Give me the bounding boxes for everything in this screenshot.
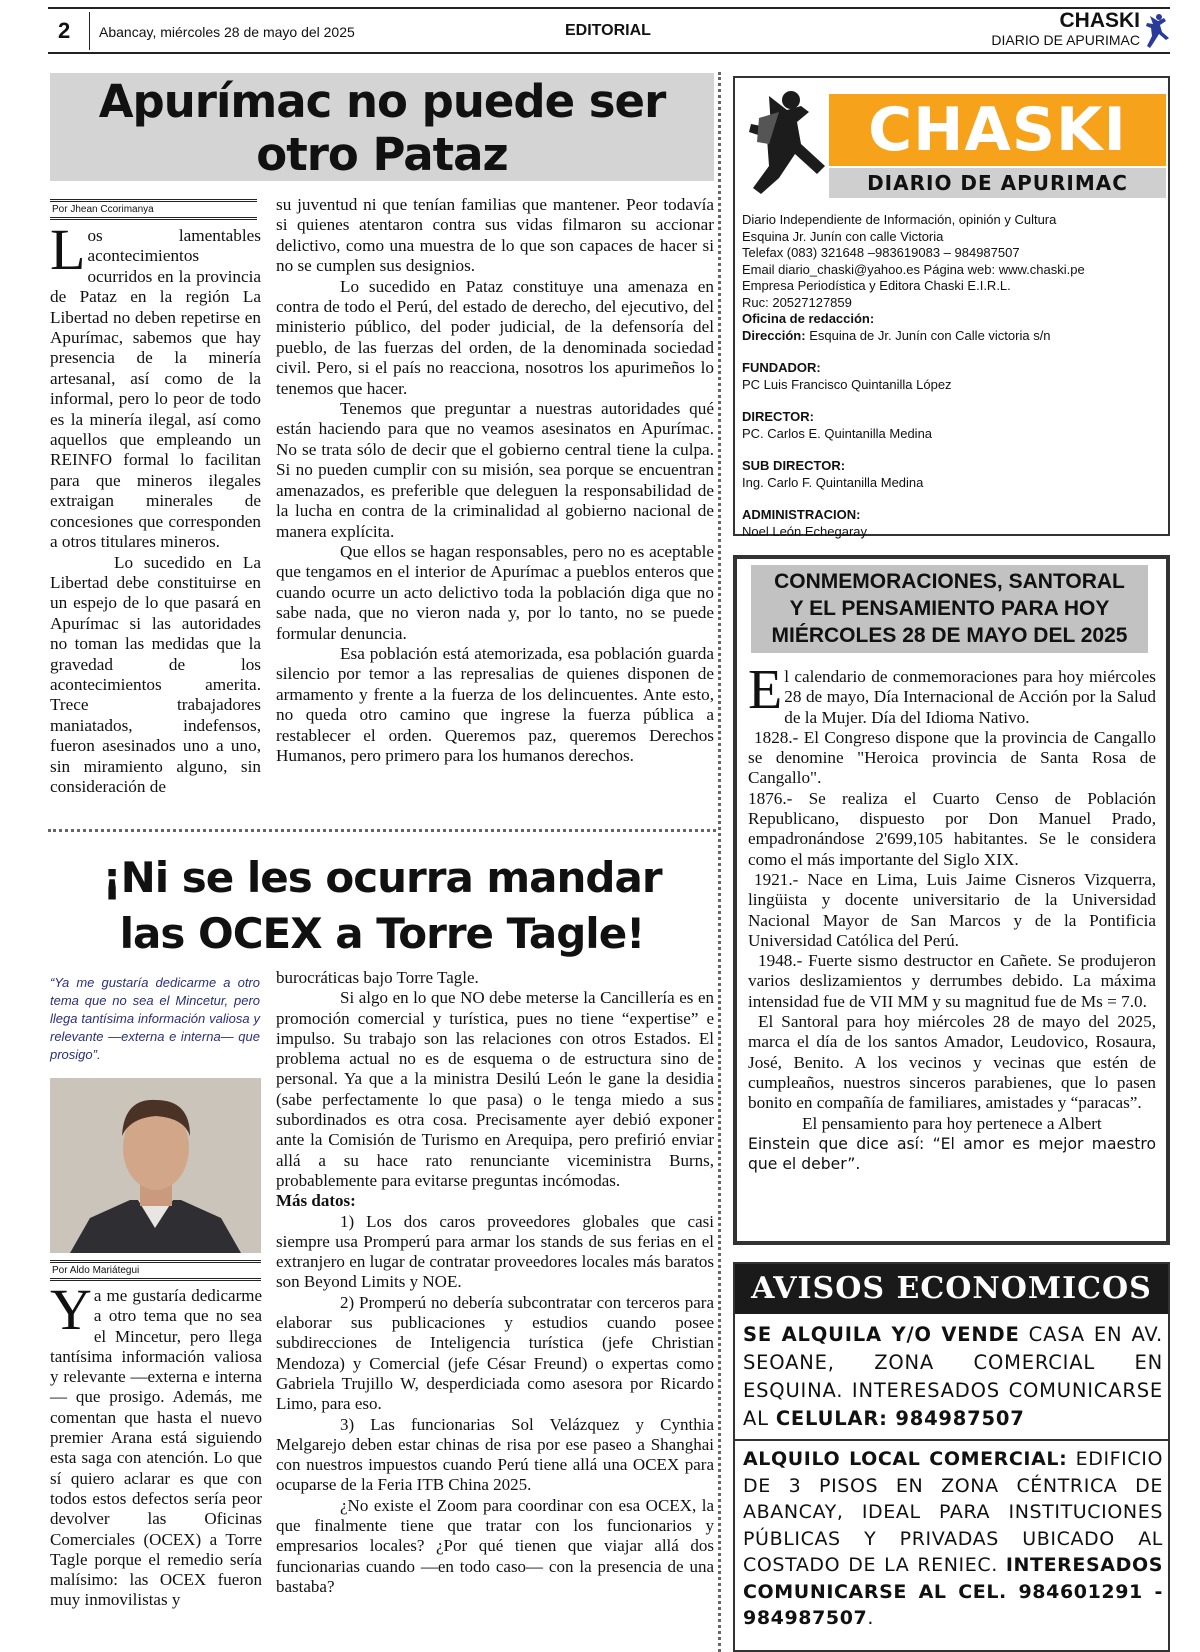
article-2-paragraph: ¿No existe el Zoom para coordinar con esa OCEX, la que finalmente tiene que tratar con los funcionarios y empresarios locales? ¿Por qué tienen que viajar allá dos funcionarias cuando —en todo caso— con la presencia de una bastaba? (276, 1495, 714, 1596)
masthead-line: Diario Independiente de Información, opinión y Cultura (742, 212, 1057, 227)
article-2-byline: Por Aldo Mariátegui (50, 1260, 261, 1281)
conmemoraciones-paragraph: 1921.- Nace en Lima, Luis Jaime Cisneros Vizquerra, lingüista y docente universitario de la Universidad Nacional Mayor de San Marcos y de la Pontificia Universidad Católica del Perú. (748, 869, 1156, 950)
article-2-paragraph: 1) Los dos caros proveedores globales que casi siempre usa Promperú para armar los stands de sus ferias en el extranjero en lugar de contratar proveedores locales más baratos son Beyond Limits y NOE. (276, 1211, 714, 1292)
staff-role: ADMINISTRACION: (742, 507, 861, 522)
ad-phone: CELULAR: 984987507 (775, 1407, 1025, 1430)
classified-ad (743, 1321, 1163, 1433)
person-portrait-icon (50, 1078, 261, 1253)
masthead-box (733, 76, 1170, 539)
logo-subtitle: DIARIO DE APURIMAC (867, 171, 1128, 195)
chaski-runner-icon (739, 82, 831, 202)
classified-ad (743, 1446, 1163, 1632)
staff-name: Ing. Carlo F. Quintanilla Medina (742, 474, 924, 490)
drop-cap: Y (50, 1277, 92, 1342)
logo-orange-block (829, 94, 1166, 166)
drop-cap: E (748, 659, 783, 721)
issue-date: Abancay, miércoles 28 de mayo del 2025 (99, 24, 355, 40)
article-2-column-1 (50, 1277, 262, 1611)
title-line: MIÉRCOLES 28 DE MAYO DEL 2025 (771, 624, 1128, 647)
conmemoraciones-paragraph: 1948.- Fuerte sismo destructor en Cañete. Se produjeron varios deslizamientos y derrumbes debido. La máxima intensidad fue de VII MM y su magnitud fue de Ms = 7.0. (748, 951, 1156, 1011)
masthead-line: Email diario_chaski@yahoo.es Página web: www.chaski.pe (742, 261, 1085, 277)
staff-name: PC Luis Francisco Quintanilla López (742, 376, 952, 392)
article-2-column-2 (276, 968, 714, 1597)
title-line: Y EL PENSAMIENTO PARA HOY (789, 597, 1110, 620)
avisos-heading: AVISOS ECONOMICOS (735, 1264, 1168, 1314)
pensamiento-quote: Einstein que dice así: “El amor es mejor maestro que el deber”. (748, 1134, 1156, 1174)
conmemoraciones-paragraph: 1828.- El Congreso dispone que la provincia de Cangallo se denomine "Heroica provincia de Santa Rosa de Cangallo". (748, 727, 1156, 788)
logo-text: CHASKI (868, 95, 1127, 165)
logo-grey-block (829, 168, 1166, 198)
article-2-paragraph: Si algo en lo que NO debe meterse la Cancillería es en promoción comercial y turística, pues no tiene “expertise” e impulso. Su trabajo son las relaciones con otros Estados. El problema actual no es de esquema o de estructura sino de personal. Ya que a la ministra Desilú León le gane la desidia (sabe perfectamente lo que pasa) o le tenga miedo a sus subordinados es otra cosa. Precisamente ayer debió exponer ante la Comisión de Turismo en Arequipa, pero prefirió enviar allá a su hace rato renunciante viceministra Burns, probablemente para evitarse preguntas incómodas. (276, 988, 714, 1190)
article-1-column-2 (276, 195, 714, 766)
masthead-line: Telefax (083) 321648 –983619083 – 984987507 (742, 245, 1020, 260)
staff-name: PC. Carlos E. Quintanilla Medina (742, 425, 933, 441)
conmemoraciones-paragraph: 1876.- Se realiza el Cuarto Censo de Población Republicano, dispuesto por Don Manuel Prado, empadronándose 2'699,105 habitantes. Se le considera como el más importante del Siglo XIX. (748, 788, 1156, 869)
article-1-headline-box (50, 73, 714, 181)
ad-lead: ALQUILO LOCAL COMERCIAL: (743, 1448, 1068, 1470)
ad-separator (735, 1439, 1168, 1441)
masthead-line: Esquina Jr. Junín con calle Victoria (742, 228, 944, 244)
brand-name: CHASKI (1059, 9, 1140, 32)
conmemoraciones-paragraph: El calendario de conmemoraciones para hoy miércoles 28 de mayo, Día Internacional de Acción por la Salud de la Mujer. Día del Idioma Nativo. (748, 659, 1156, 727)
brand-tagline: DIARIO DE APURIMAC (991, 32, 1140, 48)
article-2-headline (50, 850, 714, 962)
article-2-paragraph: 3) Las funcionarias Sol Velázquez y Cynthia Melgarejo deben estar chinas de risa por ese paseo a Shanghai con nuestros impuestos cuando Perú tiene allá una OCEX para ocuparse de la Feria ITB China 2025. (276, 1414, 714, 1495)
avisos-box (733, 1262, 1170, 1652)
address-label: Dirección: (742, 327, 806, 343)
article-2-paragraph: Ya me gustaría dedicarme a otro tema que no sea el Mincetur, pero llega tantísima información valiosa y relevante —externa e interna— que prosigo. Además, me comentan que hasta el nuevo premier Arana está siguiendo esta saga con atención. Lo que sí quiero aclarar es que con todos estos defectos sería peor devolver las Oficinas Comerciales (OCEX) a Torre Tagle porque el remedio sería malísimo: las OCEX fueron muy inmovilistas y (50, 1277, 262, 1610)
article-1-paragraph: Los lamentables acontecimientos ocurridos en la provincia de Pataz en la región La Libertad no deben repetirse en Apurímac, sabemos que hay presencia de la minería artesanal, así como de la informal, pero lo peor de todo es la minería ilegal, así como aquellos que empleando un REINFO formal lo facilitan para que mineros ilegales extraigan minerales de concesiones que corresponden a otros titulares mineros. (50, 217, 261, 552)
article-divider (48, 829, 716, 832)
ad-text: . (867, 1607, 875, 1629)
conmemoraciones-body (748, 659, 1156, 1174)
staff-role: SUB DIRECTOR: (742, 458, 846, 473)
mas-datos-heading: Más datos: (276, 1191, 356, 1211)
article-2-paragraph: 2) Promperú no debería subcontratar con terceros para elaborar sus publicaciones y estudios cuando posee subdirecciones de Inteligencia turística (jefe Christian Mendoza) y Comercial (jefe César Freund) o expertas como Gabriela Trujillo W, desperdiciada como asesora por Ricardo Limo, para eso. (276, 1292, 714, 1414)
article-1-paragraph: Lo sucedido en Pataz constituye una amenaza en contra de todo el Perú, del estado de derecho, del ejecutivo, del ministerio público, del poder judicial, de la defensoría del pueblo, de las fuerzas del orden, de la denominada sociedad civil. Pero, si el país no reacciona, nosotros los apurimeños lo tenemos que hacer. (276, 276, 714, 398)
article-1-paragraph: su juventud ni que tenían familias que mantener. Peor todavía si quienes atentaron contra sus vidas filmaron su accionar delictivo, como una muestra de lo que son capaces de hacer si no se cumplen sus designios. (276, 195, 714, 276)
section-label: EDITORIAL (565, 22, 651, 39)
staff-name: Noel León Echegaray (742, 523, 868, 539)
address-line (742, 328, 1162, 345)
runner-icon (1144, 12, 1170, 50)
article-1-paragraph: Lo sucedido en La Libertad debe constituirse en un espejo de lo que pasará en Apurímac si las autoridades no toman las medidas que la gravedad de los acontecimientos amerita. Trece trabajadores maniatados, indefensos, fueron asesinados uno a uno, sin miramiento alguno, sin consideración de (50, 552, 261, 796)
drop-cap: L (50, 217, 86, 282)
office-label: Oficina de redacción: (742, 311, 875, 326)
ad-text: EDIFICIO DE 3 PISOS EN ZONA CÉNTRICA DE ABANCAY, IDEAL PARA INSTITUCIONES PÚBLICAS Y PRIVADAS UBICADO AL COSTADO DE LA RENIEC. (743, 1448, 1163, 1576)
column-divider (718, 72, 721, 1652)
address-value: Esquina de Jr. Junín con Calle victoria s/n (805, 327, 1051, 343)
title-line: CONMEMORACIONES, SANTORAL (774, 570, 1125, 593)
article-1-headline: Apurímac no puede ser otro Pataz (98, 75, 666, 181)
article-1-paragraph: Tenemos que preguntar a nuestras autoridades qué están haciendo para que no veamos asesinatos en Apurímac. No se trata sólo de decir que el gobierno central tiene la culpa. Si no pueden cumplir con su misión, sea porque se encuentran amenazados, es preferible que deleguen la responsabilidad de la lucha en contra de la criminalidad al gobierno nacional de manera explícita. (276, 399, 714, 541)
article-1-byline: Por Jhean Ccorimanya (50, 199, 257, 220)
article-2-paragraph: burocráticas bajo Torre Tagle. (276, 968, 479, 987)
pull-quote: “Ya me gustaría dedicarme a otro tema que no sea el Mincetur, pero llega tantísima información valiosa y relevante —externa e interna— que prosigo”. (50, 975, 260, 1062)
staff-role: FUNDADOR: (742, 360, 821, 375)
header-brand (991, 10, 1140, 48)
staff-role: DIRECTOR: (742, 409, 814, 424)
masthead-line: Empresa Periodística y Editora Chaski E.I.R.L. (742, 278, 1011, 293)
author-photo (50, 1078, 261, 1253)
headline-line: ¡Ni se les ocurra mandar (102, 853, 662, 902)
ad-phone: INTERESADOS COMUNICARSE AL CEL. 984601291 - 984987507 (743, 1554, 1163, 1629)
article-1-column-1 (50, 217, 261, 797)
conmemoraciones-title (751, 565, 1148, 653)
headline-line: las OCEX a Torre Tagle! (119, 909, 645, 958)
header-top-rule (48, 7, 1170, 9)
masthead-info (742, 212, 1162, 540)
conmemoraciones-paragraph: El pensamiento para hoy pertenece a Albert (802, 1113, 1102, 1133)
ad-text: CASA EN AV. SEOANE, ZONA COMERCIAL EN ESQUINA. INTERESADOS COMUNICARSE AL (743, 1323, 1163, 1430)
article-1-paragraph: Que ellos se hagan responsables, pero no es aceptable que tengamos en el interior de Apurímac a pueblos enteros que cuando ocurre un acto delictivo toda la población diga que no sabe nada, que no vieron nada y, por lo tanto, no se puede formular denuncia. (276, 541, 714, 643)
page-number: 2 (58, 18, 71, 43)
conmemoraciones-box (733, 555, 1170, 1245)
header-bottom-rule (48, 52, 1170, 54)
masthead-banner (739, 82, 1166, 202)
conmemoraciones-paragraph: El Santoral para hoy miércoles 28 de mayo del 2025, marca el día de los santos Amador, Leudovico, Rosaura, José, Benito. A los vecinos y vecinas que estén de cumpleaños, nuestros sinceros parabienes, que lo pasen bonito en compañía de familiares, amistades y “paracas”. (748, 1012, 1156, 1113)
header-separator (89, 12, 90, 50)
ad-lead: SE ALQUILA Y/O VENDE (743, 1323, 1020, 1346)
masthead-line: Ruc: 20527127859 (742, 294, 852, 310)
article-1-paragraph: Esa población está atemorizada, esa población guarda silencio por temor a las represalias de quienes disponen de armamento y frente a la fuerza de los delincuentes. Ante esto, no queda otro camino que ingrese la fuerza pública a restablecer el orden. Queremos paz, queremos Derechos Humanos, pero primero para los humanos derechos. (276, 643, 714, 765)
